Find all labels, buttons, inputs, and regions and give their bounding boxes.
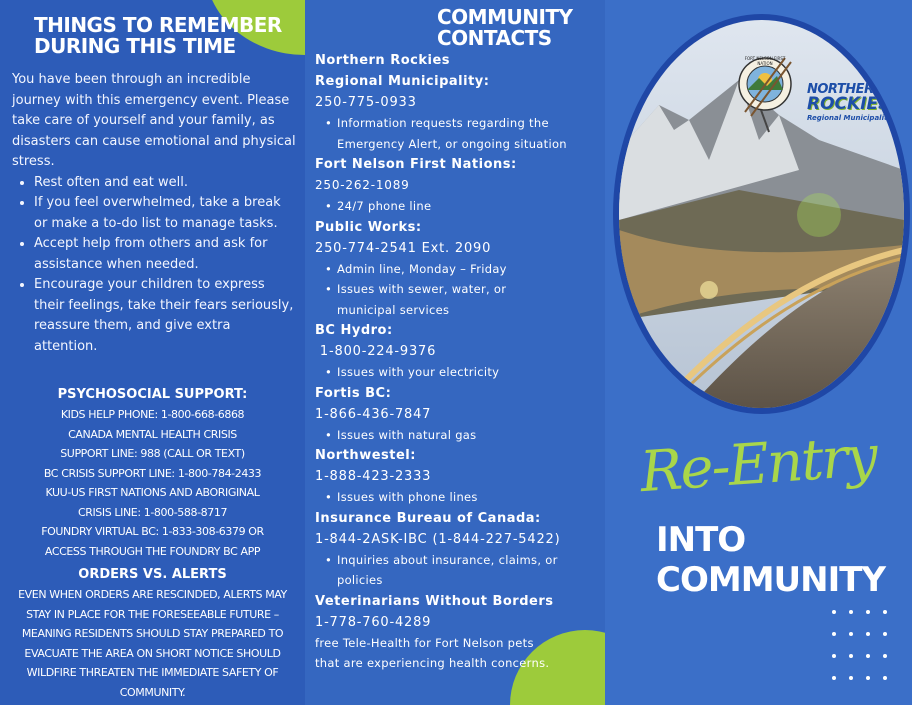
contact-note: municipal services: [337, 302, 450, 317]
contact-northwestel: [315, 445, 605, 508]
northern-rockies-logo: [807, 82, 907, 142]
fort-nelson-first-nation-logo: [731, 54, 799, 134]
support-line: FOUNDRY VIRTUAL BC: 1-833-308-6379 OR: [41, 525, 264, 538]
contact-phone: 1-866-436-7847: [315, 406, 432, 422]
list-item: • If you feel overwhelmed, take a break or make a to-do list to manage tasks.: [34, 193, 297, 234]
contact-phone: 250-774-2541 Ext. 2090: [315, 240, 492, 256]
intro-paragraph: You have been through an incredible journey with this emergency event. Please take care of yourself and your family, as disasters can cause emotional and physical stress.: [12, 72, 296, 169]
nr-logo-subtitle: Regional Municipality: [807, 114, 892, 122]
contact-phone: 250-262-1089: [315, 178, 410, 192]
panel2-heading: [437, 7, 573, 49]
list-item: • Rest often and eat well.: [34, 173, 297, 194]
support-line: KIDS HELP PHONE: 1-800-668-6868: [60, 408, 245, 421]
ffn-emblem: [731, 54, 799, 134]
heading-line: COMMUNITY: [437, 5, 573, 29]
support-line: CANADA MENTAL HEALTH CRISIS: [68, 427, 237, 441]
psychosocial-lines: [6, 405, 299, 561]
orders-vs-alerts-title: ORDERS VS. ALERTS: [78, 567, 227, 582]
contact-name: Insurance Bureau of Canada:: [315, 510, 541, 526]
orders-line: COMMUNITY.: [119, 685, 186, 699]
decorative-dots-grid: [826, 610, 904, 698]
support-line: ACCESS THROUGH THE FOUNDRY BC APP: [44, 544, 261, 558]
list-item: • Encourage your children to express their feelings, take their fears seriously, reassure them, and give extra attention.: [34, 275, 297, 357]
panel-things-to-remember: [0, 0, 305, 705]
ffn-logo-text: FORT NELSON FIRST NATION: [744, 56, 786, 66]
contact-note: free Tele-Health for Fort Nelson pets: [315, 635, 534, 650]
contact-note: • Information requests regarding the: [315, 113, 605, 134]
contact-bc-hydro: [315, 320, 605, 383]
contact-note: • Issues with your electricity: [315, 362, 605, 383]
contact-note: policies: [337, 573, 383, 587]
re-entry-script-title: Re-Entry: [638, 423, 879, 506]
orders-line: EVEN WHEN ORDERS ARE RESCINDED, ALERTS MAY: [18, 588, 287, 601]
orders-line: WILDFIRE THREATEN THE IMMEDIATE SAFETY OF: [26, 666, 279, 679]
heading-line: THINGS TO REMEMBER: [34, 13, 282, 37]
panel1-heading: [34, 15, 282, 57]
contact-fortis-bc: [315, 383, 605, 446]
contact-public-works: [315, 217, 605, 321]
support-line: KUU-US FIRST NATIONS AND ABORIGINAL: [45, 486, 260, 499]
contact-name: Veterinarians Without Borders: [315, 593, 554, 609]
title-into: INTO: [656, 520, 746, 560]
contact-phone: 250-775-0933: [315, 95, 417, 110]
contact-note: • Issues with sewer, water, or: [315, 279, 605, 300]
psychosocial-support-title: PSYCHOSOCIAL SUPPORT:: [57, 387, 248, 402]
contact-note: • Inquiries about insurance, claims, or: [315, 550, 605, 571]
contact-fort-nelson-first-nations: [315, 154, 605, 217]
list-item: • Accept help from others and ask for assistance when needed.: [34, 234, 297, 275]
mountain-road-photo: [613, 14, 910, 414]
title-community: COMMUNITY: [656, 560, 886, 600]
contact-name: Fort Nelson First Nations:: [315, 157, 517, 172]
orders-line: EVACUATE THE AREA ON SHORT NOTICE SHOULD: [24, 646, 281, 660]
orders-line: STAY IN PLACE FOR THE FORESEEABLE FUTURE –: [26, 607, 279, 621]
orders-line: MEANING RESIDENTS SHOULD STAY PREPARED TO: [21, 627, 284, 640]
tips-list: [12, 173, 297, 358]
contact-note: • Issues with natural gas: [315, 425, 605, 446]
heading-line: DURING THIS TIME: [34, 34, 236, 58]
contact-name: Regional Municipality:: [315, 74, 490, 89]
contact-note: • Issues with phone lines: [315, 487, 605, 508]
contact-phone: 1-844-2ASK-IBC (1-844-227-5422): [315, 531, 561, 547]
contact-note: • Admin line, Monday – Friday: [315, 259, 605, 280]
nr-logo-line: NORTHERN: [807, 82, 884, 97]
contact-note: Emergency Alert, or ongoing situation: [337, 136, 567, 151]
heading-line: CONTACTS: [437, 26, 552, 50]
support-line: CRISIS LINE: 1-800-588-8717: [77, 505, 228, 519]
contact-name: Northwestel:: [315, 448, 416, 463]
intro-text-block: [12, 70, 297, 357]
contact-note: that are experiencing health concerns.: [315, 656, 550, 670]
contact-phone: 1-800-224-9376: [315, 344, 437, 359]
support-line: SUPPORT LINE: 988 (CALL OR TEXT): [60, 447, 245, 460]
contact-name: Northern Rockies: [315, 53, 451, 68]
contact-veterinarians: [315, 591, 605, 674]
nr-logo-line: ROCKIES: [807, 94, 891, 114]
contact-note: • 24/7 phone line: [315, 196, 605, 217]
orders-lines: [6, 585, 299, 702]
panel-community-contacts: [305, 0, 605, 705]
contact-northern-rockies: [315, 50, 605, 154]
contacts-list: [315, 50, 605, 674]
contact-name: BC Hydro:: [315, 323, 393, 338]
support-line: BC CRISIS SUPPORT LINE: 1-800-784-2433: [43, 466, 262, 480]
contact-name: Fortis BC:: [315, 385, 392, 401]
contact-phone: 1-778-760-4289: [315, 614, 432, 630]
contact-phone: 1-888-423-2333: [315, 469, 432, 484]
contact-insurance-bureau: [315, 508, 605, 591]
contact-name: Public Works:: [315, 219, 422, 235]
